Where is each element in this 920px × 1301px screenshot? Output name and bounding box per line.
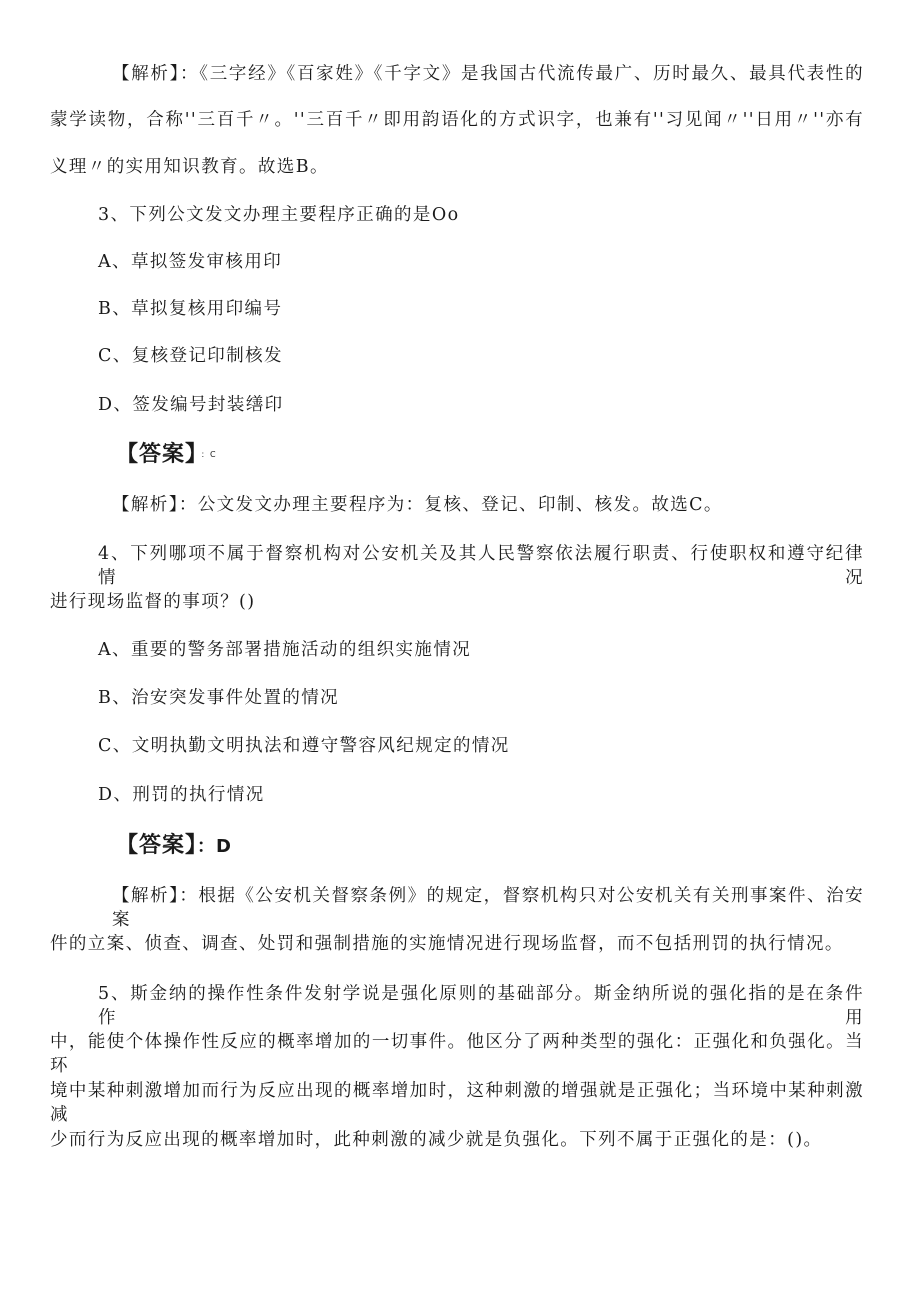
q3-analysis: 【解析】：公文发文办理主要程序为：复核、登记、印制、核发。故选C。 xyxy=(112,495,723,515)
q4-answer-label: 【答案】 xyxy=(116,833,198,858)
q4-analysis-line-2: 件的立案、侦查、调查、处罚和强制措施的实施情况进行现场监督，而不包括刑罚的执行情况。 xyxy=(50,934,844,954)
q4-analysis-line-1: 【解析】：根据《公安机关督察条例》的规定，督察机构只对公安机关有关刑事案件、治安案 xyxy=(112,886,864,930)
q4-answer-value: ：D xyxy=(197,836,232,857)
q4-option-d: D、刑罚的执行情况 xyxy=(98,785,265,805)
q2-analysis-line-1: 【解析】：《三字经》《百家姓》《千字文》是我国古代流传最广、历时最久、最具代表性的 xyxy=(112,64,864,84)
q5-line-3: 境中某种刺激增加而行为反应出现的概率增加时，这种刺激的增强就是正强化；当环境中某种刺激减 xyxy=(50,1081,864,1125)
q3-option-a: A、草拟签发审核用印 xyxy=(98,252,283,272)
q4-option-a: A、重要的警务部署措施活动的组织实施情况 xyxy=(98,640,472,660)
q4-option-b: B、治安突发事件处置的情况 xyxy=(98,688,340,708)
q4-option-c: C、文明执勤文明执法和遵守警容风纪规定的情况 xyxy=(98,736,510,756)
q3-answer-value: ：C xyxy=(201,450,217,459)
q3-answer-label: 【答案】 xyxy=(116,442,198,467)
q2-analysis-line-2: 蒙学读物，合称''三百千〃。''三百千〃即用韵语化的方式识字，也兼有''习见闻〃''日用〃''亦有 xyxy=(50,110,864,130)
q4-stem-line-1: 4、下列哪项不属于督察机构对公安机关及其人民警察依法履行职责、行使职权和遵守纪律情况 xyxy=(98,544,864,588)
q4-stem-line-2: 进行现场监督的事项？() xyxy=(50,592,256,612)
q5-line-2: 中，能使个体操作性反应的概率增加的一切事件。他区分了两种类型的强化：正强化和负强化。当环 xyxy=(50,1032,864,1076)
q3-option-d: D、签发编号封装缮印 xyxy=(98,395,284,415)
q3-option-c: C、复核登记印制核发 xyxy=(98,346,283,366)
q3-answer-heading xyxy=(116,440,217,470)
q5-line-1: 5、斯金纳的操作性条件发射学说是强化原则的基础部分。斯金纳所说的强化指的是在条件作用 xyxy=(98,984,864,1028)
q5-line-4: 少而行为反应出现的概率增加时，此种刺激的减少就是负强化。下列不属于正强化的是：()。 xyxy=(50,1130,823,1150)
q4-answer-heading xyxy=(116,831,232,862)
q2-analysis-line-3: 义理〃的实用知识教育。故选B。 xyxy=(50,157,329,177)
q3-stem: 3、下列公文发文办理主要程序正确的是Oo xyxy=(98,205,460,225)
q3-option-b: B、草拟复核用印编号 xyxy=(98,299,283,319)
